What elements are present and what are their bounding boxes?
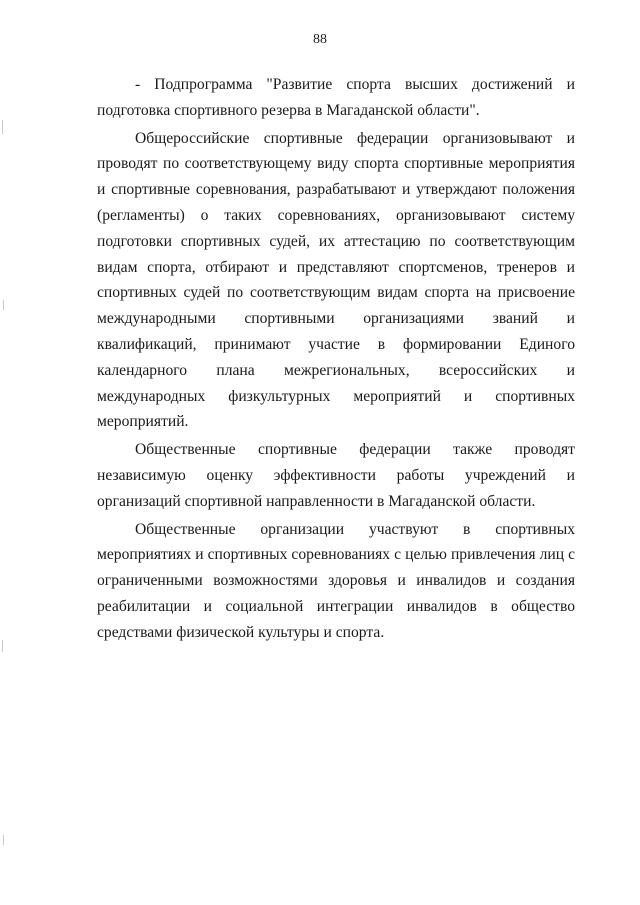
- scan-artifact: [2, 120, 3, 134]
- document-body: [97, 72, 575, 646]
- paragraph-public-federations: Общественные спортивные федерации также проводят независимую оценку эффективности работы учреждений и организаций спортивной направленности в Магаданской области.: [97, 441, 575, 510]
- paragraph-federations: Общероссийские спортивные федерации организовывают и проводят по соответствующему виду спорта спортивные мероприятия и спортивные соревнования, разрабатывают и утверждают положения (регламенты) о таких соревнованиях, организовывают систему подготовки спортивных судей, их аттестацию по соответствующим видам спорта, отбирают и представляют спортсменов, тренеров и спортивных судей по соответствующим видам спорта на присвоение международными спортивными организациями званий и квалификаций, принимают участие в формировании Единого календарного плана межрегиональных, всероссийских и международных физкультурных мероприятий и спортивных мероприятий.: [97, 129, 575, 431]
- paragraph-subprogram: - Подпрограмма "Развитие спорта высших достижений и подготовка спортивного резерва в Магаданской области".: [97, 76, 575, 119]
- scan-artifact: [2, 640, 3, 652]
- page-number: 88: [313, 32, 327, 47]
- scan-artifact: [3, 300, 4, 310]
- paragraph-public-organizations: Общественные организации участвуют в спортивных мероприятиях и спортивных соревнованиях с целью привлечения лиц с ограниченными возможностями здоровья и инвалидов и создания реабилитации и социальной интеграции инвалидов в общество средствами физической культуры и спорта.: [97, 520, 575, 641]
- scan-artifact: [3, 835, 4, 845]
